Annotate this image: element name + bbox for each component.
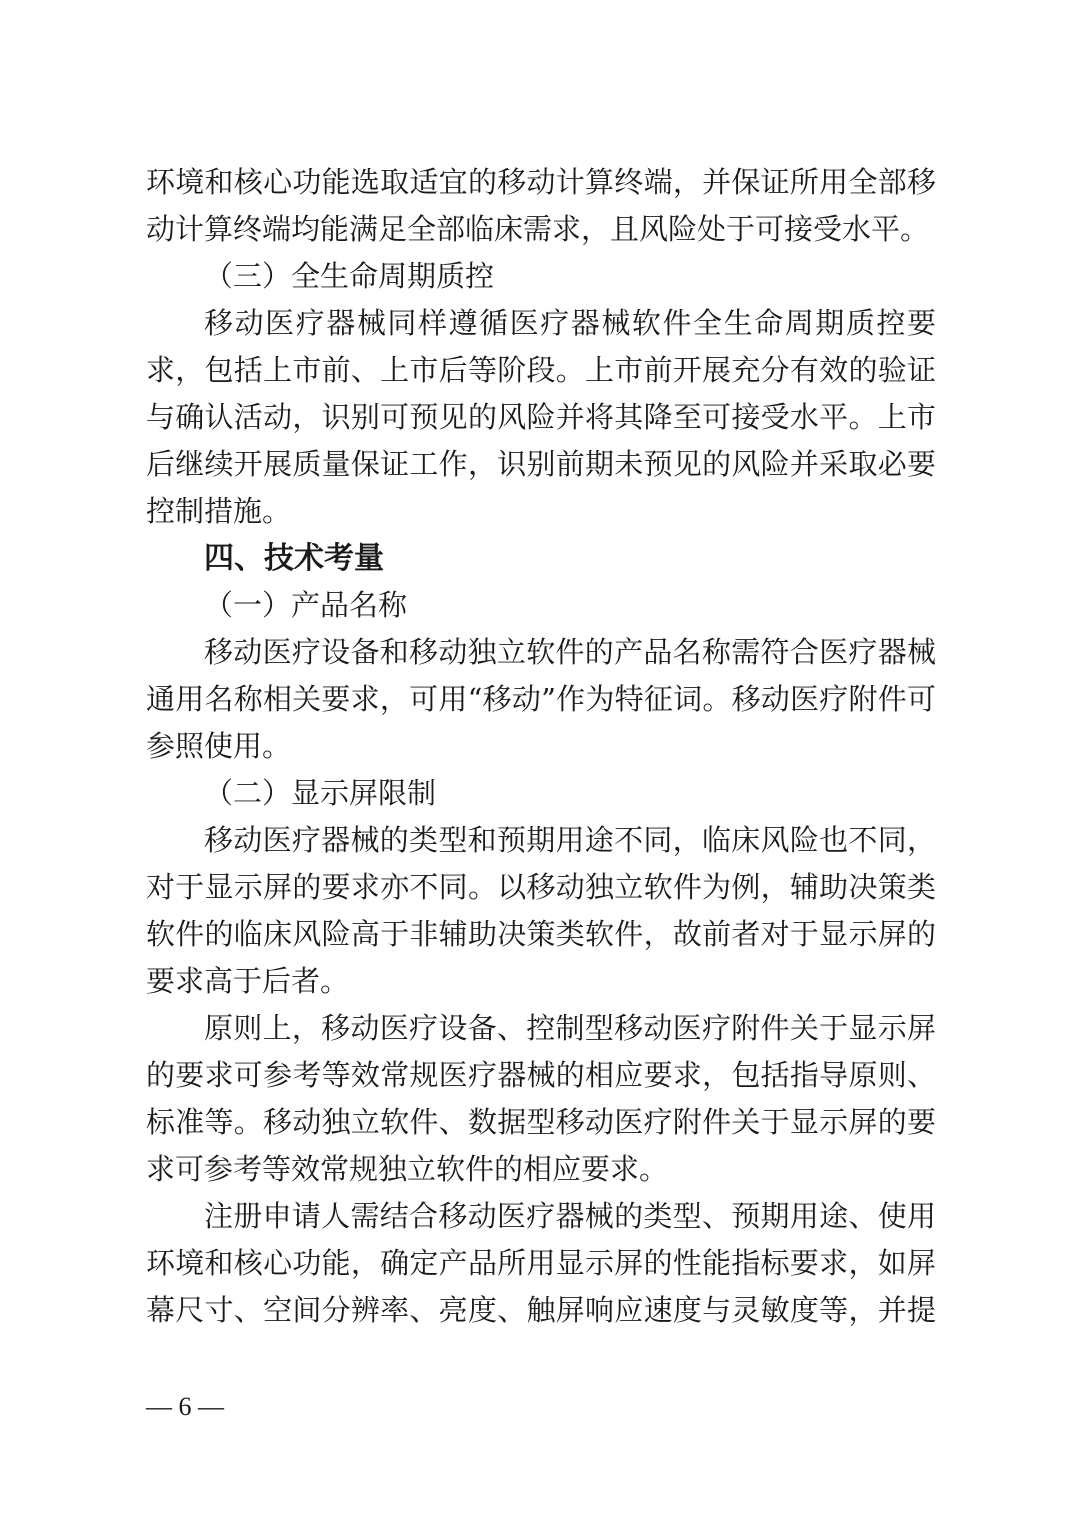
paragraph-line: 的要求可参考等效常规医疗器械的相应要求，包括指导原则、: [146, 1058, 936, 1092]
paragraph-line: 参照使用。: [146, 729, 292, 763]
paragraph-line: 标准等。移动独立软件、数据型移动医疗附件关于显示屏的要: [146, 1105, 936, 1139]
section-heading: （三）全生命周期质控: [204, 259, 495, 293]
paragraph-line: 求，包括上市前、上市后等阶段。上市前开展充分有效的验证: [146, 353, 936, 387]
paragraph-line: 对于显示屏的要求亦不同。以移动独立软件为例，辅助决策类: [146, 870, 936, 904]
section-heading: （一）产品名称: [204, 588, 408, 622]
paragraph-line: 求可参考等效常规独立软件的相应要求。: [146, 1152, 669, 1186]
paragraph-line: 后继续开展质量保证工作，识别前期未预见的风险并采取必要: [146, 447, 936, 481]
paragraph-line: 移动医疗器械同样遵循医疗器械软件全生命周期质控要: [204, 306, 936, 340]
paragraph-line: 环境和核心功能选取适宜的移动计算终端，并保证所用全部移: [146, 165, 936, 199]
paragraph-line: 环境和核心功能，确定产品所用显示屏的性能指标要求，如屏: [146, 1246, 936, 1280]
paragraph-line: 与确认活动，识别可预见的风险并将其降至可接受水平。上市: [146, 400, 936, 434]
paragraph-line: 幕尺寸、空间分辨率、亮度、触屏响应速度与灵敏度等，并提: [146, 1293, 936, 1327]
paragraph-line: 注册申请人需结合移动医疗器械的类型、预期用途、使用: [204, 1199, 936, 1233]
paragraph-line: 移动医疗设备和移动独立软件的产品名称需符合医疗器械: [204, 635, 936, 669]
paragraph-line: 原则上，移动医疗设备、控制型移动医疗附件关于显示屏: [204, 1011, 936, 1045]
chapter-heading: 四、技术考量: [204, 541, 384, 576]
paragraph-line: 通用名称相关要求，可用“移动”作为特征词。移动医疗附件可: [146, 682, 936, 716]
section-heading: （二）显示屏限制: [204, 776, 437, 810]
paragraph-line: 动计算终端均能满足全部临床需求，且风险处于可接受水平。: [146, 212, 930, 246]
paragraph-line: 软件的临床风险高于非辅助决策类软件，故前者对于显示屏的: [146, 917, 936, 951]
paragraph-line: 控制措施。: [146, 494, 292, 528]
paragraph-line: 移动医疗器械的类型和预期用途不同，临床风险也不同，: [204, 823, 936, 857]
page-number: — 6 —: [146, 1392, 224, 1421]
paragraph-line: 要求高于后者。: [146, 964, 350, 998]
